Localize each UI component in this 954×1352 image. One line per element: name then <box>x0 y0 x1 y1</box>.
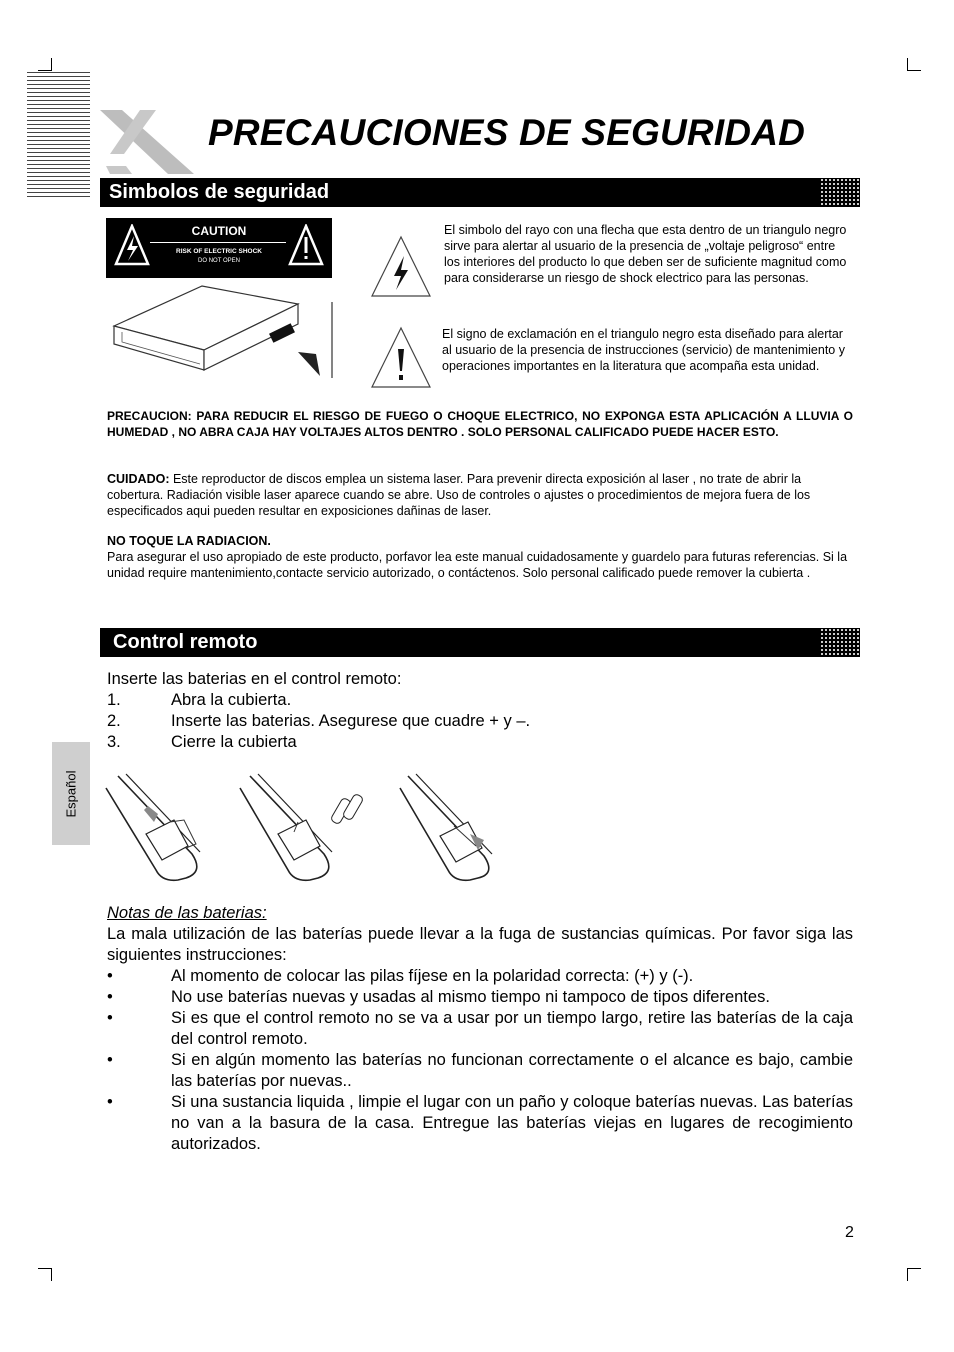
caution-line1: RISK OF ELECTRIC SHOCK <box>176 248 262 255</box>
halftone-decoration <box>820 178 860 207</box>
crop-mark-top-right <box>907 70 921 71</box>
cuidado-paragraph <box>107 471 853 519</box>
caution-label <box>106 218 332 278</box>
cuidado-text: Este reproductor de discos emplea un sistema laser. Para prevenir directa exposición al laser , no trate de abrir la cobertura. Radiación visible laser aparece cuando se abre. Uso de controles o ajustes o procedimientos de mejora fuera de los especificados aqui pueden resultar en exposiciones dañinas de laser. <box>107 472 811 518</box>
crop-mark-top-left <box>51 58 52 71</box>
remote-insert-batteries-illustration <box>238 770 366 884</box>
lightning-warning-icon <box>114 224 150 266</box>
crop-mark-bottom-left <box>51 1268 52 1281</box>
caution-title: CAUTION <box>191 224 247 238</box>
section-bar-remote-control <box>100 628 860 657</box>
remote-steps-list <box>107 690 853 753</box>
caution-divider <box>150 242 286 243</box>
page-number: 2 <box>845 1224 854 1241</box>
header-stripes <box>27 72 90 200</box>
crop-mark-bottom-right <box>907 1268 908 1281</box>
exclamation-description: El signo de exclamación en el triangulo negro esta diseñado para alertar al usuario de la presencia de instrucciones (servicio) de mantenimiento y operaciones importantes en la literatura que acompaña esta unidad. <box>442 327 845 373</box>
brand-logo-x <box>96 104 198 176</box>
notes-intro: La mala utilización de las baterías puede llevar a la fuga de sustancias químicas. Por favor siga las siguientes instrucciones: <box>107 925 853 964</box>
crop-mark-bottom-left <box>38 1268 52 1269</box>
exclamation-symbol-icon <box>370 325 432 389</box>
notes-bullet-list <box>107 966 853 1155</box>
list-item: 3. Cierre la cubierta <box>107 733 297 751</box>
lightning-description: El simbolo del rayo con una flecha que esta dentro de un triangulo negro sirve para alertar al usuario de la presencia de „voltaje peligroso“ entre los interiores del producto lo que deben ser de suficiente magnitud como para considerarse un riesgo de shock electrico para las personas. <box>444 223 847 285</box>
language-side-tab <box>52 742 90 845</box>
dvd-player-illustration <box>108 282 336 390</box>
remote-intro: Inserte las baterias en el control remoto: <box>107 670 402 688</box>
precaucion-warning: PRECAUCION: PARA REDUCIR EL RIESGO DE FUEGO O CHOQUE ELECTRICO, NO EXPONGA ESTA APLICACIÓN A LLUVIA O HUMEDAD , NO ABRA CAJA HAY VOLTAJES ALTOS DENTRO . SOLO PERSONAL CALIFICADO PUEDE HACER ESTO. <box>107 409 853 439</box>
list-item: • Si una sustancia liquida , limpie el lugar con un paño y coloque baterías nuevas. Las baterías no van a la basura de la casa. Entregue las baterías viejas en lugares de recogimiento autorizados. <box>107 1093 853 1153</box>
list-item: • Si en algún momento las baterías no funcionan correctamente o el alcance es bajo, cambie las baterías por nuevas.. <box>107 1051 853 1090</box>
no-toque-text: Para asegurar el uso apropiado de este producto, porfavor lea este manual cuidadosamente y guardelo para futuras referencias. Si la unidad require mantenimiento,contacte servicio autorizado, o contáctenos. Solo personal calificado puede remover la cubierta . <box>107 550 848 580</box>
list-item: • Si es que el control remoto no se va a usar por un tiempo largo, retire las baterías de la caja del control remoto. <box>107 1009 853 1048</box>
language-label: Español <box>63 770 79 817</box>
notes-title: Notas de las baterias: <box>107 904 267 922</box>
remote-close-cover-illustration <box>398 770 514 884</box>
section-heading: Control remoto <box>113 631 258 653</box>
caution-line2: DO NOT OPEN <box>198 258 240 264</box>
crop-mark-bottom-right <box>907 1268 921 1269</box>
list-item: • Al momento de colocar las pilas fíjese en la polaridad correcta: (+) y (-). <box>107 967 694 985</box>
section-heading: Simbolos de seguridad <box>109 181 330 203</box>
remote-open-cover-illustration <box>100 770 220 884</box>
no-toque-title: NO TOQUE LA RADIACION. <box>107 534 271 548</box>
cuidado-label: CUIDADO: <box>107 472 170 486</box>
halftone-decoration <box>820 628 860 657</box>
section-bar-safety-symbols <box>100 178 860 207</box>
list-item: 1. Abra la cubierta. <box>107 691 292 709</box>
list-item: 2. Inserte las baterias. Asegurese que cuadre + y –. <box>107 712 531 730</box>
page-title: PRECAUCIONES DE SEGURIDAD <box>208 112 806 153</box>
crop-mark-top-left <box>38 70 52 71</box>
exclamation-warning-icon <box>288 224 324 266</box>
lightning-symbol-icon <box>370 234 432 298</box>
list-item: • No use baterías nuevas y usadas al mismo tiempo ni tampoco de tipos diferentes. <box>107 988 770 1006</box>
